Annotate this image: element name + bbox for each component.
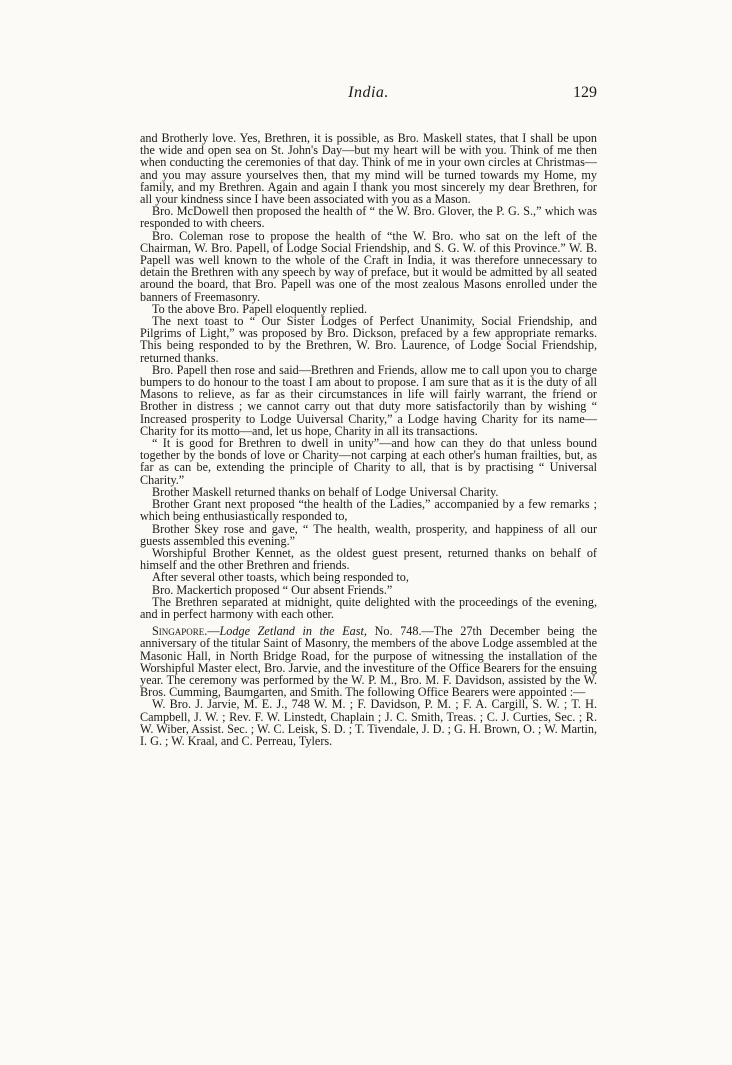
paragraph-5: The next toast to “ Our Sister Lodges of Perfect Unanimity, Social Friendship, and Pilgrims of Light,” was proposed by Bro. Dickson, prefaced by a few appropriate remarks. This being responded to by the Brethren, W. Bro. Laurence, of Lodge Social Friendship, returned thanks. [140,314,597,365]
officers-list: W. Bro. J. Jarvie, M. E. J., 748 W. M. ; F. Davidson, P. M. ; F. A. Cargill, S. W. ; T. H. Campbell, J. W. ; Rev. F. W. Linstedt, Chaplain ; J. C. Smith, Treas. ; C. J. Curties, Sec. ; R. W. Wiber, Assist. Sec. ; W. C. Leisk, S. D. ; T. Tivendale, J. D. ; G. H. Brown, O. ; W. Martin, I. G. ; W. Kraal, and C. Perreau, Tylers. [140,697,597,748]
page-number: 129 [573,84,597,101]
paragraph-12: After several other toasts, which being responded to, [152,570,409,585]
singapore-paragraph [140,625,597,698]
section-dash: — [207,624,220,639]
body-text [140,132,597,747]
paragraph-10: Brother Skey rose and gave, “ The health, wealth, prosperity, and happiness of all our guests assembled this evening.” [140,521,597,548]
singapore-text: No. 748.—The 27th December being the anniversary of the titular Saint of Masonry, the members of the above Lodge assembled at the Masonic Hall, in North Bridge Road, for the purpose of witnessing the installation of the Worshipful Master elect, Bro. Jarvie, and the investiture of the Office Bearers for the ensuing year. The ceremony was performed by the W. P. M., Bro. M. F. Davidson, assisted by the W. Bros. Cumming, Baumgarten, and Smith. The following Office Bearers were appointed :— [140,624,597,700]
running-title: India. [348,84,389,101]
paragraph-6: Bro. Papell then rose and said—Brethren and Friends, allow me to call upon you to charge bumpers to do honour to the toast I am about to propose. I am sure that as it is the duty of all Masons to relieve, as far as their circumstances in life will fairly warrant, the friend or Brother in distress ; we cannot carry out that duty more satisfactorily than by wishing “ Increased prosperity to Lodge Uuiversal Charity,” a Lodge having Charity for its name—Charity for its motto—and, let us hope, Charity in all its transactions. [140,362,597,438]
section-place: Singapore. [152,624,208,639]
paragraph-11: Worshipful Brother Kennet, as the oldest guest present, returned thanks on behalf of himself and the other Brethren and friends. [140,545,597,573]
paragraph-14: The Brethren separated at midnight, quite delighted with the proceedings of the evening, and in perfect harmony with each other. [140,594,597,621]
paragraph-7: “ It is good for Brethren to dwell in unity”—and how can they do that unless bound together by the bonds of love or Charity—not carping at each other's human frailties, but, as far as can be, extending the principle of Charity to all, that is by practising “ Universal Charity.” [140,436,597,487]
paragraph-1: and Brotherly love. Yes, Brethren, it is possible, as Bro. Maskell states, that I shall be upon the wide and open sea on St. John's Day—but my heart will be with you. Think of me then when conducting the ceremonies of that day. Think of me in your own circles at Christmas—and you may assure yourselves then, that my mind will be turned towards my Home, my family, and my Brethren. Again and again I thank you most sincerely my dear Brethren, for all your kindness since I have been associated with you as a Mason. [140,131,597,207]
page-header [140,84,597,104]
paragraph-8: Brother Maskell returned thanks on behalf of Lodge Universal Charity. [152,484,499,499]
paragraph-13: Bro. Mackertich proposed “ Our absent Friends.” [152,582,393,597]
paragraph-3: Bro. Coleman rose to propose the health of “the W. Bro. who sat on the left of the Chairman, W. Bro. Papell, of Lodge Social Friendship, and S. G. W. of this Province.” W. B. Papell was well known to the whole of the Craft in India, it was therefore unnecessary to detain the Brethren with any speech by way of preface, but it would be admitted by all seated around the board, that Bro. Papell was one of the most zealous Masons enrolled under the banners of Freemasonry. [140,228,597,304]
paragraph-9: Brother Grant next proposed “the health of the Ladies,” accompanied by a few remarks ; which being enthusiastically responded to, [140,497,597,524]
paragraph-2: Bro. McDowell then proposed the health of “ the W. Bro. Glover, the P. G. S.,” which was responded to with cheers. [140,204,597,231]
lodge-name: Lodge Zetland in the East, [219,624,367,639]
paragraph-4: To the above Bro. Papell eloquently replied. [152,301,368,316]
